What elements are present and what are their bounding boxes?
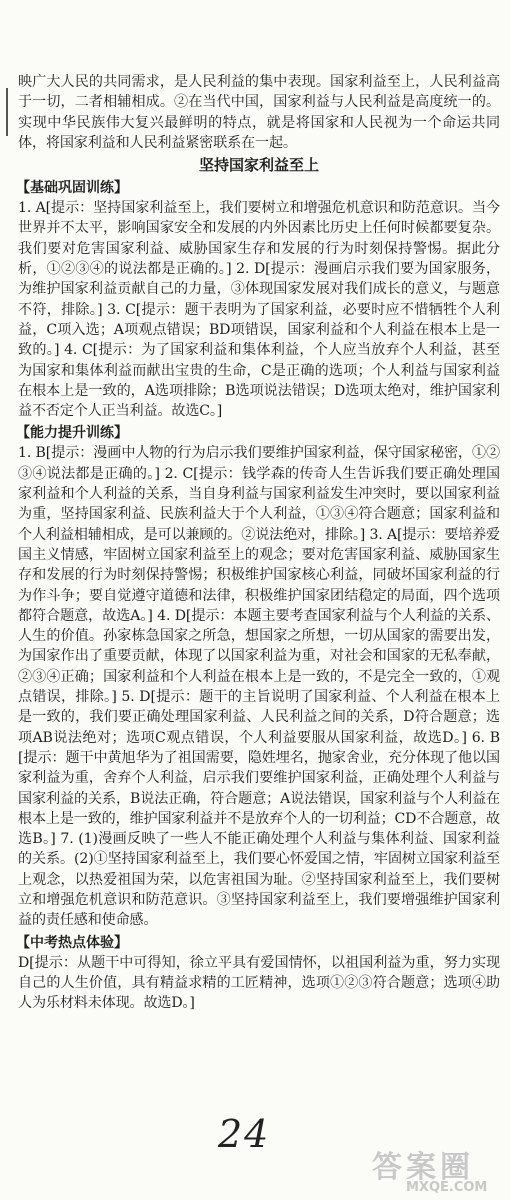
watermark-text: 答案圈 <box>372 1150 474 1185</box>
basic-answers: 1. A[提示：坚持国家利益至上，我们要树立和增强危机意识和防范意识。当今世界并不太平，影响国家安全和发展的内外因素比历史上任何时候都要复杂。我们要对危害国家利益、威胁国家生存和发展的行为时刻保持警惕。据此分析，①②③④的说法都是正确的。] 2. D[提示：漫画启示我们要为国家服务，为维护国家利益贡献自己的力量，③体现国家发展对我们成长的意义，与题意不符，排除。] 3. C[提示：题干表明为了国家利益，必要时应不惜牺牲个人利益，C项入选；A项观点错误；BD项错误，国家利益和个人利益在根本上是一致的。] 4. C[提示：为了国家利益和集体利益，个人应当放弃个人利益，甚至为国家和集体利益而献出宝贵的生命，C是正确的选项；个人利益与国家利益在根本上是一致的，A选项排除；B选项说法错误；D选项太绝对，维护国家利益不否定个人正当利益。故选C。] <box>18 200 500 420</box>
intro-paragraph: 映广大人民的共同需求，是人民利益的集中表现。国家利益至上，人民利益高于一切，二者相辅相成。②在当代中国，国家利益与人民利益是高度统一的。实现中华民族伟大复兴最鲜明的特点，就是将国家和人民视为一个命运共同体，将国家利益和人民利益紧密联系在一起。 <box>18 74 500 151</box>
section-heading-ability: 【能力提升训练】 <box>16 425 128 442</box>
section-heading-basic: 【基础巩固训练】 <box>16 180 128 197</box>
watermark-url: MXQE.COM <box>406 1180 488 1195</box>
section-heading-exam: 【中考热点体验】 <box>16 934 128 951</box>
watermark-logo <box>372 1142 506 1198</box>
section-title: 坚持国家利益至上 <box>198 156 319 175</box>
ability-answers: 1. B[提示：漫画中人物的行为启示我们要维护国家利益，保守国家秘密，①②③④说法都是正确的。] 2. C[提示：钱学森的传奇人生告诉我们要正确处理国家利益和个人利益的关系，当自身利益与国家利益发生冲突时，要以国家利益为重，坚持国家利益、民族利益大于个人利益，①③④符合题意；国家利益和个人利益相辅相成，是可以兼顾的。②说法绝对，排除。] 3. A[提示：要培养爱国主义情感，牢固树立国家利益至上的观念；要对危害国家利益、威胁国家生存和发展的行为时刻保持警惕；积极维护国家核心利益，同破坏国家利益的行为作斗争；要自觉遵守道德和法律，积极维护国家团结稳定的局面，四个选项都符合题意，故选A。] 4. D[提示：本题主要考查国家利益与个人利益的关系、人生的价值。孙家栋急国家之所急，想国家之所想，一切从国家的需要出发，为国家作出了重要贡献，体现了以国家利益为重，对社会和国家的无私奉献，②③④正确；国家利益和个人利益在根本上是一致的，不是完全一致的，①观点错误，排除。] 5. D[提示：题干的主旨说明了国家利益、个人利益在根本上是一致的，我们要正确处理国家利益、人民利益之间的关系，D符合题意；选项AB说法绝对；选项C观点错误，个人利益要服从国家利益，故选D。] 6. B[提示：题干中黄旭华为了祖国需要，隐姓埋名，抛家舍业，充分体现了他以国家利益为重，舍弃个人利益，启示我们要维护国家利益，正确处理个人利益与国家利益的关系，B说法正确，符合题意；A说法错误，国家利益与个人利益在根本上是一致的，维护国家利益并不是放弃个人的一切利益；CD不合题意，故选B。] 7. (1)漫画反映了一些人不能正确处理个人利益与集体利益、国家利益的关系。(2)①坚持国家利益至上，我们要心怀爱国之情，牢固树立国家利益至上观念，以热爱祖国为荣，以危害祖国为耻。②坚持国家利益至上，我们要树立和增强危机意识和防范意识。③坚持国家利益至上，我们要增强维护国家利益的责任感和使命感。 <box>18 445 500 929</box>
handwritten-page-number: 24 <box>218 1112 271 1156</box>
page-content <box>18 72 500 1013</box>
exam-answers: D[提示：从题干中可得知，徐立平具有爱国情怀，以祖国利益为重，努力实现自己的人生价值，具有精益求精的工匠精神，选项①②③符合题意；选项④助人为乐材料未体现。故选D。] <box>18 954 500 1012</box>
margin-line <box>6 88 8 136</box>
